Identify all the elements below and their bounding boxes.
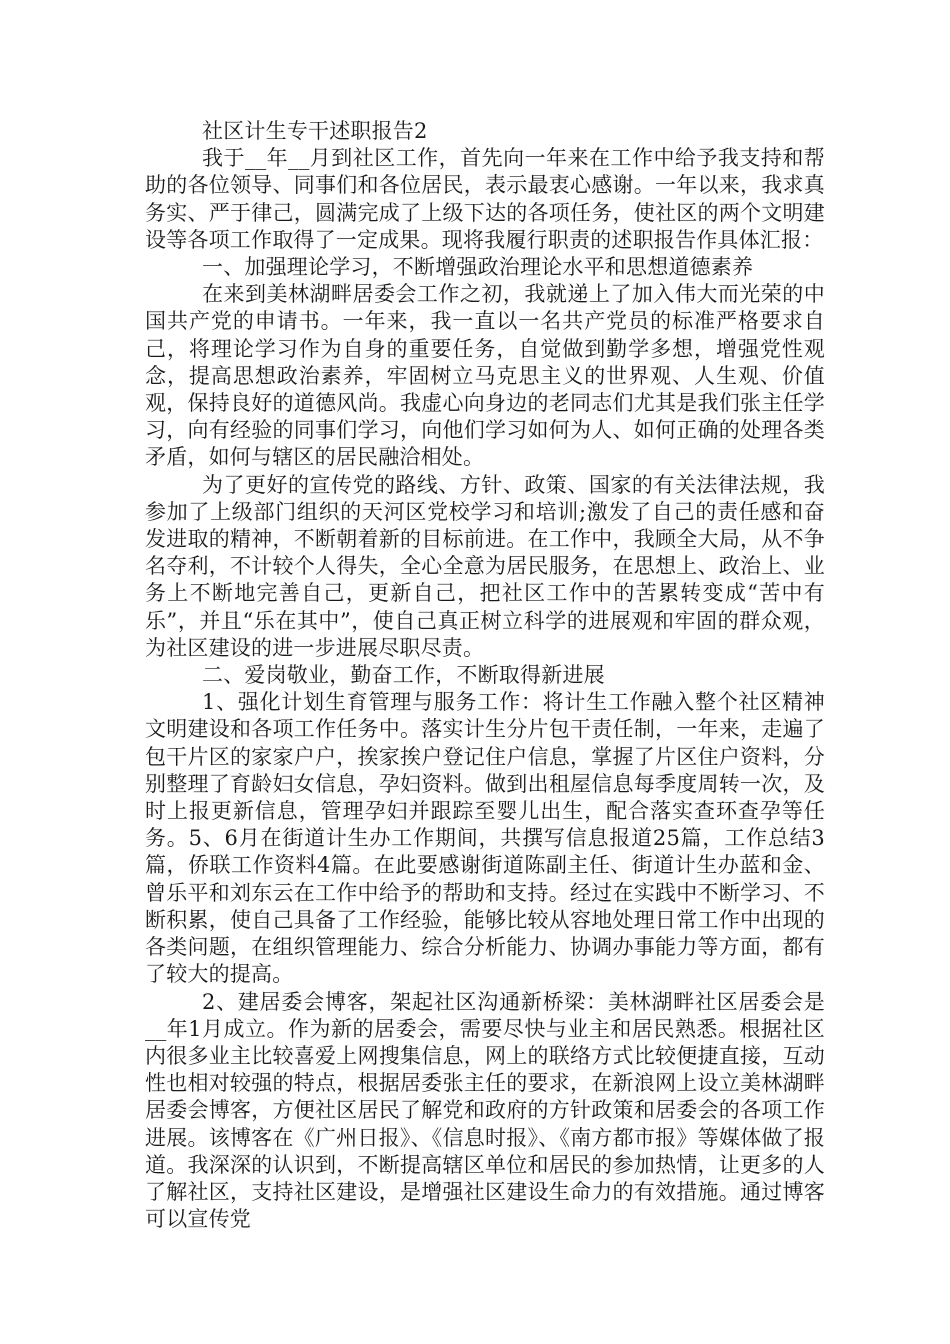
section-1-paragraph-2: 为了更好的宣传党的路线、方针、政策、国家的有关法律法规，我参加了上级部门组织的天河区党校学习和培训;激发了自己的责任感和奋发进取的精神，不断朝着新的目标前进。在工作中，我顾全大局，从不争名夺利，不计较个人得失，全心全意为居民服务，在思想上、政治上、业务上不断地完善自己，更新自己，把社区工作中的苦累转变成“苦中有乐”，并且“乐在其中”，使自己真正树立科学的进展观和牢固的群众观，为社区建设的进一步进展尽职尽责。 (145, 472, 825, 660)
intro-paragraph: 我于__年__月到社区工作，首先向一年来在工作中给予我支持和帮助的各位领导、同事们和各位居民，表示最衷心感谢。一年以来，我求真务实、严于律己，圆满完成了上级下达的各项任务，使社区的两个文明建设等各项工作取得了一定成果。现将我履行职责的述职报告作具体汇报： (145, 146, 825, 252)
section-1-paragraph-1: 在来到美林湖畔居委会工作之初，我就递上了加入伟大而光荣的中国共产党的申请书。一年来，我一直以一名共产党员的标准严格要求自己，将理论学习作为自身的重要任务，自觉做到勤学多想，增强党性观念，提高思想政治素养，牢固树立马克思主义的世界观、人生观、价值观，保持良好的道德风尚。我虚心向身边的老同志们尤其是我们张主任学习，向有经验的同事们学习，向他们学习如何为人、如何正确的处理各类矛盾，如何与辖区的居民融洽相处。 (145, 282, 825, 470)
section-2-item-1: 1、强化计划生育管理与服务工作：将计生工作融入整个社区精神文明建设和各项工作任务中。落实计生分片包干责任制，一年来，走遍了包干片区的家家户户，挨家挨户登记住户信息，掌握了片区住户资料，分别整理了育龄妇女信息，孕妇资料。做到出租屋信息每季度周转一次，及时上报更新信息，管理孕妇并跟踪至婴儿出生，配合落实查环查孕等任务。5、6月在街道计生办工作期间，共撰写信息报道25篇，工作总结3篇，侨联工作资料4篇。在此要感谢街道陈副主任、街道计生办蓝和金、曾乐平和刘东云在工作中给予的帮助和支持。经过在实践中不断学习、不断积累，使自己具备了工作经验，能够比较从容地处理日常工作中出现的各类问题，在组织管理能力、综合分析能力、协调办事能力等方面，都有了较大的提高。 (145, 690, 825, 987)
section-heading-1: 一、加强理论学习，不断增强政治理论水平和思想道德素养 (202, 255, 754, 280)
document-title: 社区计生专干述职报告2 (202, 119, 428, 143)
section-2-item-2: 2、建居委会博客，架起社区沟通新桥梁：美林湖畔社区居委会是__年1月成立。作为新的居委会，需要尽快与业主和居民熟悉。根据社区内很多业主比较喜爱上网搜集信息，网上的联络方式比较便捷直接，互动性也相对较强的特点，根据居委张主任的要求，在新浪网上设立美林湖畔居委会博客，方便社区居民了解党和政府的方针政策和居委会的各项工作进展。该博客在《广州日报》、《信息时报》、《南方都市报》等媒体做了报道。我深深的认识到，不断提高辖区单位和居民的参加热情，让更多的人了解社区，支持社区建设，是增强社区建设生命力的有效措施。通过博客可以宣传党 (145, 989, 825, 1232)
section-heading-2: 二、爱岗敬业，勤奋工作，不断取得新进展 (202, 663, 605, 688)
document-page (145, 118, 825, 1233)
